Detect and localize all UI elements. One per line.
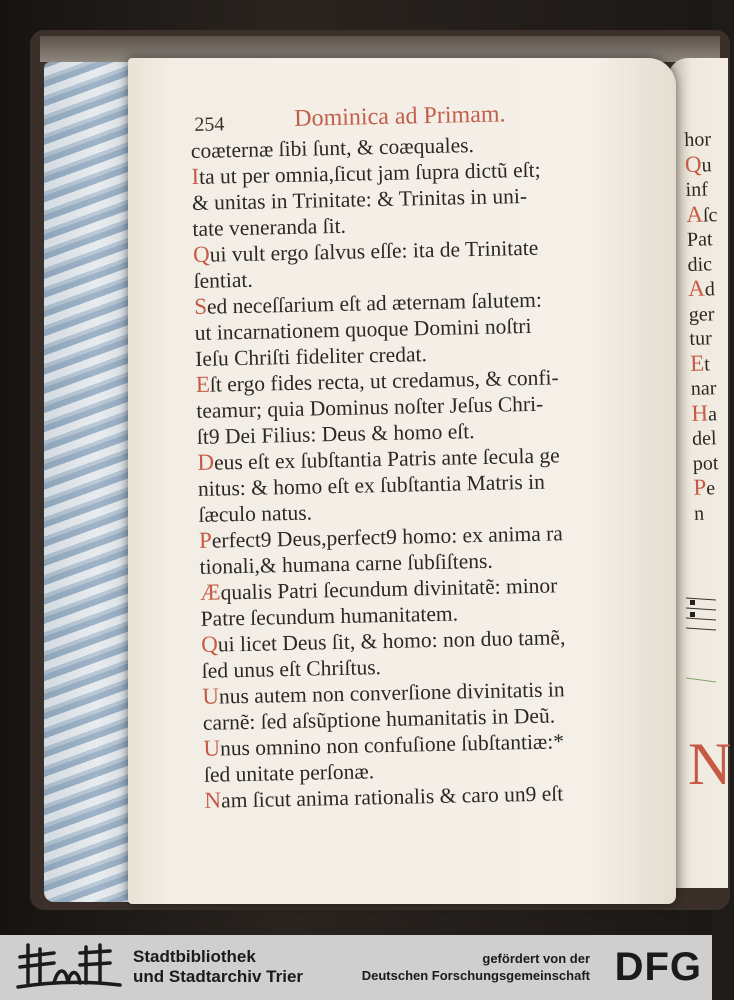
text-line-text: ſed unus eſt Chriſtus. bbox=[201, 655, 382, 683]
text-line-text: Ieſu Chriſti fideliter credat. bbox=[195, 342, 428, 371]
text-line-text: nus omnino non confuſione ſubſtantiæ:* bbox=[219, 729, 565, 761]
text-line-text: ed neceſſarium eſt ad æternam ſalutem: bbox=[206, 287, 543, 319]
footer-bar bbox=[0, 935, 712, 1000]
text-line-text: nus autem non converſione divinitatis in bbox=[218, 677, 565, 709]
right-page-line bbox=[686, 201, 727, 228]
running-head: Dominica ad Primam. bbox=[293, 101, 506, 132]
right-page-line bbox=[687, 251, 728, 277]
funding-statement bbox=[362, 950, 590, 984]
text-line-text: erfect9 Deus,perfect9 homo: ex anima ra bbox=[211, 521, 564, 553]
right-page-line bbox=[691, 400, 732, 427]
text-line-text: ſed unitate perſonæ. bbox=[203, 759, 375, 787]
stadtbibliothek-logo-icon bbox=[14, 939, 124, 995]
funding-line1: gefördert von der bbox=[482, 951, 590, 966]
right-page-big-initial: N bbox=[688, 731, 732, 797]
rubricated-initial: P bbox=[693, 474, 707, 500]
right-page-line-text: Pat bbox=[686, 228, 713, 251]
right-page-line bbox=[685, 151, 726, 178]
right-page-line-text: inf bbox=[685, 178, 709, 201]
right-page-line-text: pot bbox=[692, 451, 719, 475]
text-line-text: tionali,& humana carne ſubſiſtens. bbox=[199, 548, 493, 579]
rubricated-initial: A bbox=[687, 275, 706, 301]
right-page-line bbox=[694, 500, 734, 526]
right-page-line bbox=[693, 475, 734, 502]
rubricated-initial: D bbox=[197, 449, 215, 475]
right-page-line bbox=[690, 350, 731, 377]
rubricated-initial: U bbox=[203, 735, 221, 761]
rubricated-initial: U bbox=[202, 683, 220, 709]
right-page-line-text: d bbox=[704, 278, 716, 301]
text-line-text: ſt9 Dei Filius: Deus & homo eſt. bbox=[196, 419, 475, 449]
right-page-line-text: ger bbox=[688, 302, 715, 326]
page-text-block bbox=[190, 98, 675, 814]
library-name-line1: Stadtbibliothek bbox=[133, 947, 256, 966]
right-page-line-text: t bbox=[703, 352, 711, 376]
rubricated-initial: Q bbox=[192, 241, 210, 267]
text-line-text: ut incarnationem quoque Domini noſtri bbox=[194, 313, 532, 345]
rubricated-initial: Æ bbox=[199, 579, 221, 605]
right-page-line bbox=[692, 450, 733, 476]
text-line-text: coæternæ ſibi ſunt, & coæquales. bbox=[190, 133, 475, 163]
text-lines bbox=[191, 128, 675, 814]
text-line-text: eus eſt ex ſubſtantia Patris ante ſecula ge bbox=[213, 443, 560, 475]
rubricated-initial: Q bbox=[200, 631, 219, 657]
text-line-text: tate veneranda ſit. bbox=[192, 213, 347, 241]
rubricated-initial: H bbox=[691, 399, 709, 426]
library-name-line2: und Stadtarchiv Trier bbox=[133, 967, 304, 986]
dfg-logo: DFG bbox=[614, 945, 702, 989]
right-page-line-text: u bbox=[701, 153, 712, 177]
right-page-line-text: e bbox=[705, 477, 716, 500]
rubricated-initial: A bbox=[685, 201, 704, 227]
right-page-line-text: nar bbox=[690, 377, 717, 400]
right-page-line bbox=[688, 276, 729, 303]
rubricated-initial: N bbox=[204, 787, 222, 813]
marbled-fore-edge bbox=[44, 62, 132, 902]
right-page-line bbox=[691, 376, 732, 402]
page-number: 254 bbox=[194, 113, 225, 136]
text-line-text: ta ut per omnia,ſicut jam ſupra dictũ eſt; bbox=[198, 157, 541, 189]
right-page-line-text: n bbox=[693, 502, 705, 525]
rubricated-initial: S bbox=[193, 293, 208, 319]
right-page-line-text: ſc bbox=[702, 203, 718, 227]
right-page-line bbox=[685, 177, 726, 203]
text-line-text: ui vult ergo ſalvus eſſe: ita de Trinitate bbox=[209, 235, 539, 267]
rubricated-initial: P bbox=[198, 527, 213, 553]
right-page-line bbox=[689, 326, 730, 352]
rubricated-initial: E bbox=[689, 350, 705, 376]
text-line-text: ſæculo natus. bbox=[198, 500, 313, 527]
text-line-text: ſentiat. bbox=[193, 267, 253, 293]
right-page-line bbox=[684, 127, 725, 153]
rubricated-initial: E bbox=[195, 371, 211, 397]
rubricated-initial: Q bbox=[684, 151, 702, 177]
text-line-text: nitus: & homo eſt ex ſubſtantia Matris in bbox=[197, 469, 546, 501]
right-page-line-text: del bbox=[691, 427, 717, 450]
text-line-text: teamur; quia Dominus noſter Jeſus Chri- bbox=[196, 391, 544, 423]
music-staff-fragment bbox=[686, 588, 716, 688]
text-line-text: am ſicut anima rationalis & caro un9 eſt bbox=[220, 781, 564, 813]
right-page-line bbox=[692, 426, 733, 452]
funding-line2: Deutschen Forschungsgemeinschaft bbox=[361, 968, 590, 983]
right-page-line-text: tur bbox=[689, 327, 713, 350]
text-line-text: carnẽ: ſed aſsũptione humanitatis in Deũ. bbox=[202, 703, 556, 735]
right-page-line bbox=[687, 227, 728, 253]
right-page-line-text: hor bbox=[684, 128, 712, 151]
right-page-line-text: a bbox=[707, 402, 718, 425]
library-name bbox=[133, 947, 303, 987]
text-line-text: & unitas in Trinitate: & Trinitas in uni- bbox=[191, 183, 528, 215]
right-page-line bbox=[689, 301, 730, 327]
right-page-line-text: dic bbox=[687, 252, 713, 276]
rubricated-initial: I bbox=[191, 163, 200, 189]
text-line-text: ui licet Deus ſit, & homo: non duo tamẽ, bbox=[217, 625, 566, 657]
text-line-text: Patre ſecundum humanitatem. bbox=[200, 601, 459, 631]
text-line-text: qualis Patri ſecundum divinitatẽ: minor bbox=[220, 573, 558, 605]
text-line-text: ſt ergo fides recta, ut credamus, & confi- bbox=[209, 365, 559, 397]
